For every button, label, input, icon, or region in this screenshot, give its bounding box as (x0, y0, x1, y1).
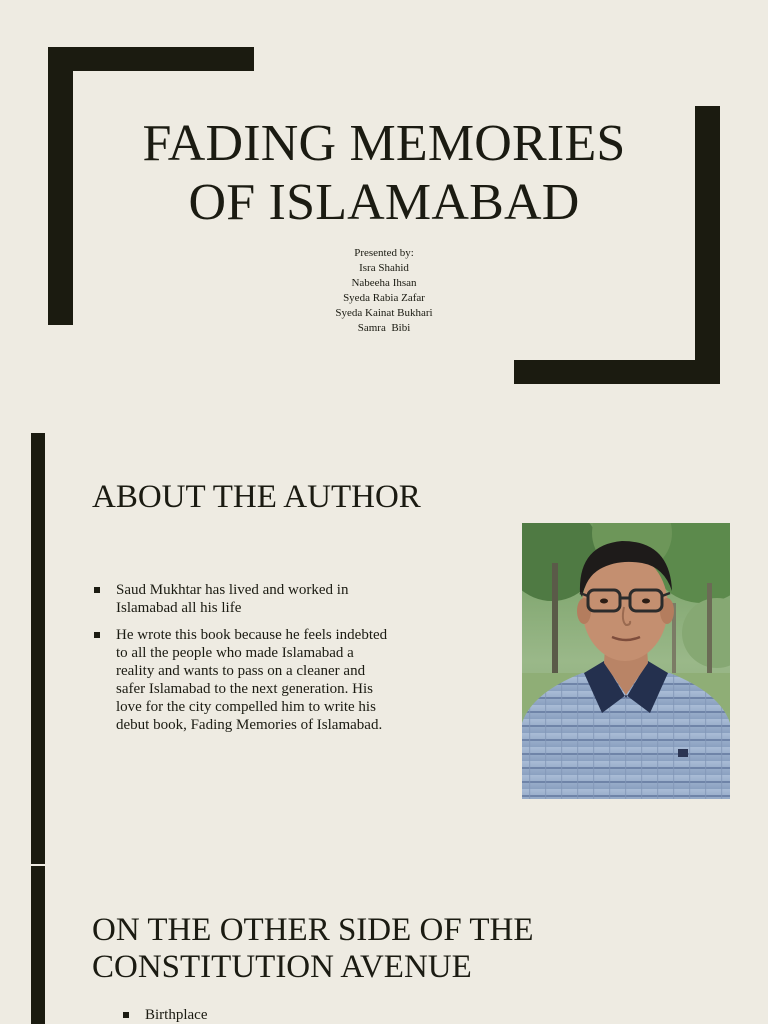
square-bullet-icon (123, 1012, 129, 1018)
frame-top-left-vertical-bar (48, 47, 73, 325)
bullet-list (121, 1006, 421, 1024)
title-line-1: FADING MEMORIES (142, 115, 626, 172)
presentation-title (84, 114, 684, 232)
presenter-name: Syeda Rabia Zafar (343, 292, 425, 304)
presenter-name: Nabeeha Ihsan (351, 277, 417, 289)
bullet-list (92, 581, 392, 743)
constitution-avenue-slide (0, 864, 768, 1024)
bullet-text: Saud Mukhtar has lived and worked in Islamabad all his life (116, 582, 349, 616)
bullet-item (92, 626, 392, 734)
presented-by-label: Presented by: (354, 247, 414, 259)
bullet-text: Birthplace (145, 1007, 208, 1023)
title-line-2: OF ISLAMABAD (188, 174, 580, 231)
author-photo (522, 523, 730, 799)
heading-line-1: ON THE OTHER SIDE OF THE (92, 912, 534, 948)
square-bullet-icon (94, 632, 100, 638)
left-accent-bar (31, 866, 45, 1024)
section-heading: ABOUT THE AUTHOR (92, 479, 421, 515)
title-slide (0, 0, 768, 432)
presenter-name: Samra Bibi (357, 322, 411, 334)
presenter-list (234, 246, 534, 336)
left-accent-bar (31, 433, 45, 864)
bullet-item (92, 581, 392, 617)
frame-bottom-right-horizontal-bar (514, 360, 720, 384)
presenter-name: Syeda Kainat Bukhari (335, 307, 433, 319)
frame-bottom-right-vertical-bar (695, 106, 720, 384)
bullet-item (121, 1006, 421, 1024)
about-author-slide (0, 432, 768, 864)
heading-line-2: CONSTITUTION AVENUE (92, 949, 472, 985)
square-bullet-icon (94, 587, 100, 593)
section-heading (92, 912, 534, 986)
presenter-name: Isra Shahid (359, 262, 409, 274)
frame-top-left-horizontal-bar (48, 47, 254, 71)
bullet-text: He wrote this book because he feels indebted to all the people who made Islamabad a reality and wants to pass on a cleaner and safer Islamabad to the next generation. His love for the city compelled him to write his debut book, Fading Memories of Islamabad. (116, 627, 388, 733)
